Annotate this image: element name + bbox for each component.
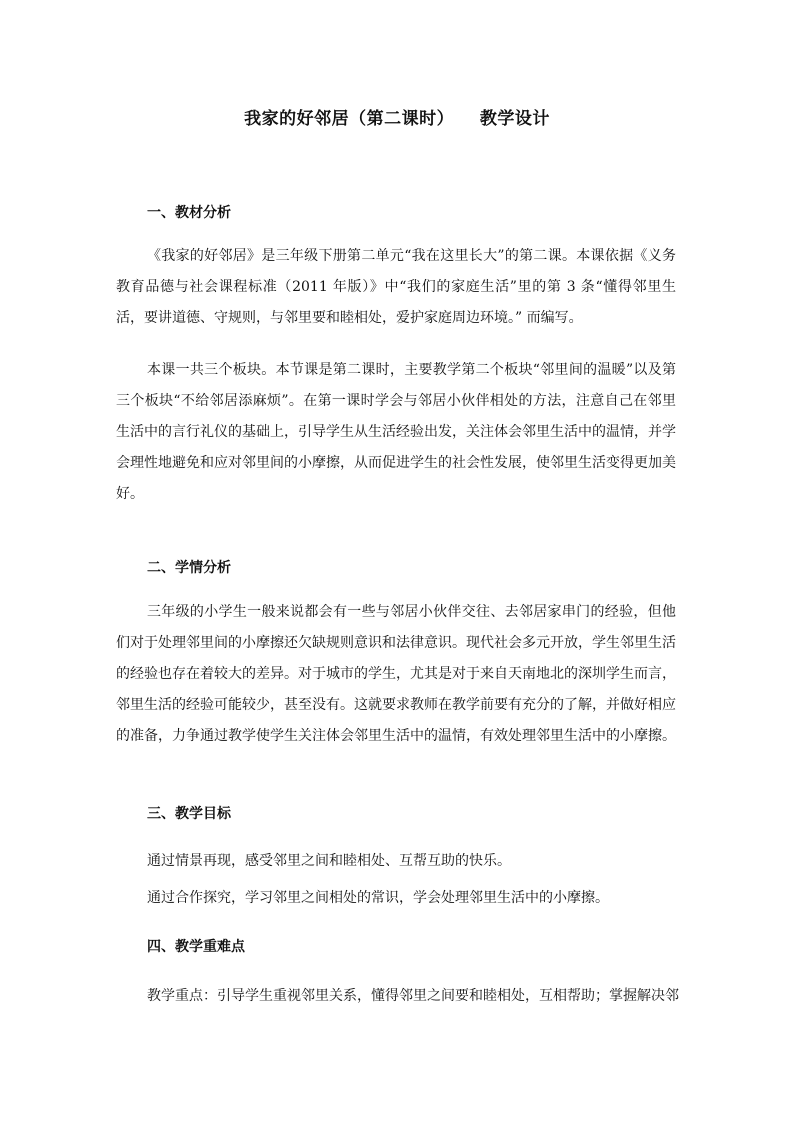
paragraph-student-analysis: 三年级的小学生一般来说都会有一些与邻居小伙伴交往、去邻居家串门的经验，但他们对于处理邻里间的小摩擦还欠缺规则意识和法律意识。现代社会多元开放，学生邻里生活的经验也存在着较大的差异。对于城市的学生，尤其是对于来自天南地北的深圳学生而言，邻里生活的经验可能较少，甚至没有。这就要求教师在教学前要有充分的了解，并做好相应的准备，力争通过教学使学生关注体会邻里生活中的温情，有效处理邻里生活中的小摩擦。 [116,604,676,744]
paragraph-textbook-analysis-1: 《我家的好邻居》是三年级下册第二单元“我在这里长大”的第二课。本课依据《义务教育品德与社会课程标准（2011 年版）》中“我们的家庭生活”里的第 3 条“懂得邻里生活，要讲道德、守规则，与邻里要和睦相处，爱护家庭周边环境。” 而编写。 [116,248,676,326]
section-heading-textbook-analysis: 一、教材分析 [147,205,231,221]
goal-line-1: 通过情景再现，感受邻里之间和睦相处、互帮互助的快乐。 [147,853,511,869]
paragraph-textbook-analysis-2: 本课一共三个板块。本节课是第二课时，主要教学第二个板块“邻里间的温暖”以及第三个板块“不给邻居添麻烦”。在第一课时学会与邻居小伙伴相处的方法，注意自己在邻里生活中的言行礼仪的基础上，引导学生从生活经验出发，关注体会邻里生活中的温情，并学会理性地避免和应对邻里间的小摩擦，从而促进学生的社会性发展，使邻里生活变得更加美好。 [116,362,676,502]
section-heading-key-difficulties: 四、教学重难点 [147,939,245,955]
goal-line-2: 通过合作探究，学习邻里之间相处的常识，学会处理邻里生活中的小摩擦。 [147,890,609,906]
document-title: 我家的好邻居（第二课时） 教学设计 [244,109,550,129]
key-point-line: 教学重点：引导学生重视邻里关系，懂得邻里之间要和睦相处，互相帮助；掌握解决邻 [147,988,679,1004]
section-heading-student-analysis: 二、学情分析 [147,560,231,576]
section-heading-teaching-goals: 三、教学目标 [147,806,231,822]
